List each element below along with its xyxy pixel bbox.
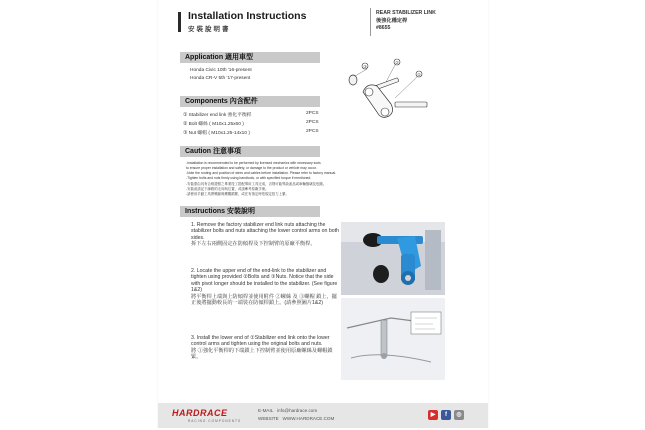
caution-line: -Note the routing and position of wires and cables before installation. Please refer to factory manual.	[186, 171, 337, 175]
caution-line: -Tighten bolts and nuts firmly using handtools, or with specified torque if mentioned.	[186, 176, 312, 180]
application-line: Honda Civic 10th '16-present	[190, 68, 252, 73]
step-text-zh: 將 ①強化平衡桿的下端鎖上下控制臂並使用原廠螺絲及螺帽鎖緊。	[191, 347, 333, 361]
product-info	[376, 10, 436, 33]
header-divider	[370, 8, 371, 36]
brand-tagline: RACING COMPONENTS	[188, 419, 242, 423]
caution-line: -請使用手動工具將螺絲與螺帽鎖緊，或在有指定時依規定扭力上緊。	[186, 192, 289, 196]
component-qty: 2PCS	[306, 129, 319, 134]
step-text-en: Locate the upper end of the end-link to the stabilizer and tighten using provided ②Bolts and ③Nuts. Notice that the side with pivot longer should be installed to the stabilizer. (See figure 1&2)	[191, 268, 338, 294]
page-title-zh: 安裝說明書	[188, 26, 231, 33]
application-line: Honda CR-V 5th '17-present	[190, 76, 251, 81]
product-number: #8655	[376, 25, 391, 31]
step-number: 1.	[191, 222, 196, 228]
youtube-icon[interactable]: ▶	[428, 410, 438, 420]
instructions-heading: Instructions 安裝說明	[180, 206, 320, 217]
email-label: E-MAIL	[258, 408, 274, 413]
step-text-zh: 拆下左右兩側固定在防傾桿及下控制臂的原廠平衡桿。	[191, 241, 316, 248]
application-heading: Application 適用車型	[180, 52, 320, 63]
brand-logo: HARDRACE	[172, 408, 228, 418]
facebook-icon[interactable]: f	[441, 410, 451, 420]
product-name-zh: 後強化穩定桿	[376, 17, 408, 24]
caution-line: -Installation is recommended to be performed by licensed mechanics with necessary tools	[186, 161, 321, 165]
instruction-sheet	[158, 0, 488, 430]
diagram-label-bolt: ②	[395, 60, 399, 65]
step-text-en: Install the lower end of ①Stabilizer end link onto the lower control arms and tighten using the original bolts and nuts.	[191, 335, 330, 348]
instruction-step-1	[191, 222, 341, 248]
caution-heading: Caution 注意事項	[180, 146, 320, 157]
component-qty: 2PCS	[306, 111, 319, 116]
caution-line: to ensure proper installation and safety, or damage to the product or vehicle may occur.	[186, 166, 317, 170]
caution-line: -安裝前請記下線路的走向與位置，或請參考原廠手冊。	[186, 187, 269, 191]
website-row	[258, 415, 334, 423]
product-name: REAR STABILIZER LINK	[376, 10, 436, 16]
diagram-label-link: ①	[417, 72, 421, 77]
instruction-step-2	[191, 268, 341, 306]
email-row	[258, 407, 334, 415]
step-text-en: Remove the factory stabilizer end link nuts attaching the stabilizer bolts and nuts attaching the lower control arms on both sides.	[191, 222, 339, 241]
website-link[interactable]: WWW.HARDRACE.COM	[282, 416, 335, 421]
install-photo-1	[341, 222, 445, 295]
diagram-label-nut: ③	[363, 64, 367, 69]
instagram-icon[interactable]: ◎	[454, 410, 464, 420]
component-item: ③ Nut 螺帽 ( M10x1.25-14x10 )	[183, 131, 250, 136]
install-photo-2	[341, 298, 445, 380]
component-item: ① Stabilizer end link 強化平衡桿	[183, 113, 252, 118]
component-item: ② Bolt 螺絲 ( M10x1.25x60 )	[183, 122, 244, 127]
website-label: WEBSITE	[258, 416, 279, 421]
step-text-zh: 將平衡桿上端與上防傾桿並使用附件 ②螺絲 及 ③螺帽 鎖上，擺正後將擺動較長的一端裝在防傾桿鎖上。(請參照圖片1&2)	[191, 293, 337, 307]
contact-info	[258, 407, 334, 423]
instruction-step-3	[191, 335, 341, 361]
part-diagram	[333, 52, 443, 132]
step-number: 3.	[191, 335, 196, 341]
step-number: 2.	[191, 268, 196, 274]
caution-line: -安裝需由具有合格證照之專業技工搭配專用工具完成，否則可能導致產品或車輛損壞及危險。	[186, 182, 327, 186]
component-qty: 2PCS	[306, 120, 319, 125]
components-heading: Components 內含配件	[180, 96, 320, 107]
email-link[interactable]: info@hardrace.com	[277, 408, 318, 413]
page-title: Installation Instructions	[188, 10, 307, 22]
title-accent-bar	[178, 12, 181, 32]
